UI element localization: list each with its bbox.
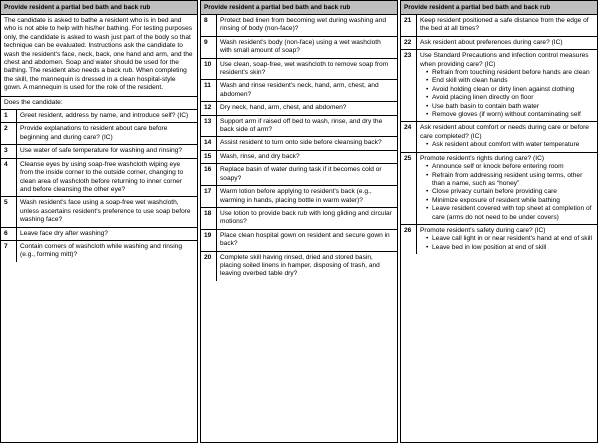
item-text-cell <box>17 228 197 240</box>
item-bullet: • Minimize exposure of resident while bathing <box>426 197 594 205</box>
item-text: Ask resident about comfort or needs during care or before care completed? (IC) <box>420 124 589 140</box>
item-text: Dry neck, hand, arm, chest, and abdomen? <box>220 104 347 112</box>
checklist-item <box>201 37 397 59</box>
checklist-item <box>201 102 397 115</box>
item-number: 2 <box>1 123 17 144</box>
column-header: Provide resident a partial bed bath and back rub <box>401 1 597 15</box>
checklist-item <box>201 230 397 252</box>
item-text: Use clean, soap-free, wet washcloth to remove soap from resident's skin? <box>220 60 389 77</box>
item-text: Use lotion to provide back rub with long gliding and circular motions? <box>220 209 392 226</box>
item-text: Wash and rinse resident's neck, hand, arm, chest, and abdomen? <box>220 82 379 98</box>
item-number: 17 <box>201 186 217 207</box>
item-text-cell <box>217 164 397 185</box>
item-text-cell <box>217 102 397 114</box>
item-number: 10 <box>201 59 217 80</box>
checklist-item <box>201 164 397 186</box>
item-number: 15 <box>201 151 217 163</box>
item-text-cell <box>17 241 197 262</box>
item-number: 6 <box>1 228 17 240</box>
item-bullet: • Announce self or knock before entering room <box>426 163 594 171</box>
item-text: Contain corners of washcloth while washing and rinsing (e.g., forming mitt)? <box>20 242 183 259</box>
item-number: 7 <box>1 241 17 262</box>
item-bullet: • Refrain from addressing resident using terms, other than a name, such as “honey” <box>426 172 594 189</box>
item-number: 12 <box>201 102 217 114</box>
item-text: Leave face dry after washing? <box>20 229 108 237</box>
item-text-cell <box>217 252 397 281</box>
item-text-cell <box>17 159 197 197</box>
does-the-candidate-label: Does the candidate: <box>1 97 197 110</box>
item-text-cell <box>217 137 397 149</box>
item-number: 24 <box>401 122 417 151</box>
item-bullet: • Avoid placing linen directly on floor <box>426 94 594 102</box>
column-header: Provide resident a partial bed bath and back rub <box>1 1 197 15</box>
item-text: Greet resident, address by name, and introduce self? (IC) <box>20 112 189 120</box>
item-bullet: • End skill with clean hands <box>426 77 594 85</box>
item-text: Support arm if raised off bed to wash, rinse, and dry the back side of arm? <box>220 117 383 134</box>
item-bullet: • Ask resident about comfort with water temperature <box>426 141 594 149</box>
item-text-cell <box>217 59 397 80</box>
item-bullets <box>420 141 594 149</box>
item-text-cell <box>217 15 397 36</box>
checklist-item <box>401 15 597 37</box>
checklist-item <box>1 123 197 145</box>
item-number: 19 <box>201 230 217 251</box>
item-text-cell <box>217 230 397 251</box>
item-number: 21 <box>401 15 417 36</box>
item-text: Promote resident's rights during care? (IC) <box>420 154 545 162</box>
checklist-item <box>201 59 397 81</box>
item-bullet: • Close privacy curtain before providing care <box>426 188 594 196</box>
item-text: Wash, rinse, and dry back? <box>220 152 300 160</box>
item-number: 9 <box>201 37 217 58</box>
checklist-items <box>1 110 197 262</box>
checklist-item <box>1 241 197 262</box>
item-text: Use water of safe temperature for washing and rinsing? <box>20 147 182 155</box>
item-text-cell <box>217 80 397 101</box>
item-text-cell <box>217 116 397 137</box>
item-text-cell <box>417 15 597 36</box>
item-number: 5 <box>1 197 17 226</box>
item-text-cell <box>417 37 597 49</box>
checklist-item <box>401 225 597 254</box>
checklist-item <box>201 137 397 150</box>
item-bullet: • Leave resident covered with top sheet at completion of care (arms do not need to be under covers) <box>426 205 594 222</box>
checklist-item <box>201 252 397 281</box>
item-bullet: • Leave call light in or near resident's hand at end of skill <box>426 235 594 243</box>
checklist-item <box>201 186 397 208</box>
item-number: 14 <box>201 137 217 149</box>
item-text: Replace basin of water during task if it becomes cold or soapy? <box>220 166 382 182</box>
item-number: 3 <box>1 145 17 157</box>
item-text-cell <box>17 110 197 122</box>
item-bullet: • Avoid holding clean or dirty linen against clothing <box>426 86 594 94</box>
item-text-cell <box>217 151 397 163</box>
item-number: 4 <box>1 159 17 197</box>
checklist-column-1 <box>0 0 198 443</box>
item-number: 26 <box>401 225 417 254</box>
item-number: 8 <box>201 15 217 36</box>
item-bullets <box>420 69 594 119</box>
checklist-item <box>1 197 197 227</box>
checklist-item <box>1 159 197 198</box>
item-text-cell <box>417 50 597 121</box>
checklist-item <box>401 122 597 152</box>
item-bullet: • Leave bed in low position at end of skill <box>426 244 594 252</box>
checklist-item <box>201 15 397 37</box>
checklist-item <box>401 50 597 122</box>
item-bullet: • Refrain from touching resident before hands are clean <box>426 69 594 77</box>
item-text: Promote resident's safety during care? (IC) <box>420 226 546 234</box>
item-text: Ask resident about preferences during care? (IC) <box>420 38 563 46</box>
checklist-item <box>1 145 197 158</box>
item-text: Provide explanations to resident about care before beginning and during care? (IC) <box>20 125 168 141</box>
item-bullets <box>420 235 594 252</box>
item-number: 22 <box>401 37 417 49</box>
checklist-item <box>201 208 397 230</box>
item-bullets <box>420 163 594 222</box>
item-text-cell <box>217 186 397 207</box>
item-text: Complete skill having rinsed, dried and stored basin, placing soiled linens in hamper, disposing of trash, and leaving overbed table dry? <box>220 253 380 278</box>
item-text: Wash resident's body (non-face) using a wet washcloth with small amount of soap? <box>220 38 381 55</box>
item-bullet: • Remove gloves (if worn) without contaminating self <box>426 111 594 119</box>
checklist-item <box>401 37 597 50</box>
item-text: Keep resident positioned a safe distance from the edge of the bed at all times? <box>420 17 589 33</box>
checklist-item <box>1 228 197 241</box>
item-number: 13 <box>201 116 217 137</box>
item-number: 11 <box>201 80 217 101</box>
item-text-cell <box>417 153 597 224</box>
item-bullet: • Use bath basin to contain bath water <box>426 103 594 111</box>
item-text: Protect bed linen from becoming wet during washing and rinsing of body (non-face)? <box>220 17 387 33</box>
item-text: Cleanse eyes by using soap-free washcloth wiping eye from the inside corner to the outside corner, changing to clean area of washcloth before returning to inner corner and before cleansing the other eye? <box>20 160 184 193</box>
checklist-items <box>201 15 397 281</box>
item-text: Place clean hospital gown on resident and secure gown in back? <box>220 231 390 248</box>
item-text: Assist resident to turn onto side before cleansing back? <box>220 139 382 147</box>
checklist-item <box>401 153 597 225</box>
item-number: 23 <box>401 50 417 121</box>
item-text: Use Standard Precautions and infection control measures when providing care? (IC) <box>420 52 589 68</box>
item-text-cell <box>17 145 197 157</box>
item-text-cell <box>17 197 197 226</box>
item-number: 18 <box>201 208 217 229</box>
checklist-item <box>201 116 397 138</box>
item-text: Wash resident's face using a soap-free wet washcloth, unless ascertains resident's preference to use soap before washing face? <box>20 199 191 224</box>
item-text-cell <box>17 123 197 144</box>
checklist-column-3 <box>400 0 598 443</box>
item-text: Warm lotion before applying to resident's back (e.g., warming in hands, placing bottle in warm water)? <box>220 188 372 204</box>
item-text-cell <box>417 122 597 151</box>
item-number: 25 <box>401 153 417 224</box>
item-text-cell <box>217 37 397 58</box>
item-number: 16 <box>201 164 217 185</box>
column-header: Provide resident a partial bed bath and back rub <box>201 1 397 15</box>
checklist-column-2 <box>200 0 398 443</box>
checklist-item <box>201 151 397 164</box>
item-text-cell <box>417 225 597 254</box>
skill-instructions: The candidate is asked to bathe a resident who is in bed and who is not able to help with his/her bathing. For testing purposes only, the candidate is asked to wash just part of the body so that technique can be evaluated. Instructions ask the candidate to wash the resident's face, neck, back, one hand and arm, and the chest and abdomen. Soap and water should be used for the bathing. The resident also needs a back rub. When completing the skill, the mannequin is dressed in a clean hospital-style gown. A mannequin is used for the role of the resident. <box>1 15 197 97</box>
item-text-cell <box>217 208 397 229</box>
item-number: 20 <box>201 252 217 281</box>
checklist-item <box>201 80 397 102</box>
item-number: 1 <box>1 110 17 122</box>
checklist-items <box>401 15 597 254</box>
checklist-item <box>1 110 197 123</box>
